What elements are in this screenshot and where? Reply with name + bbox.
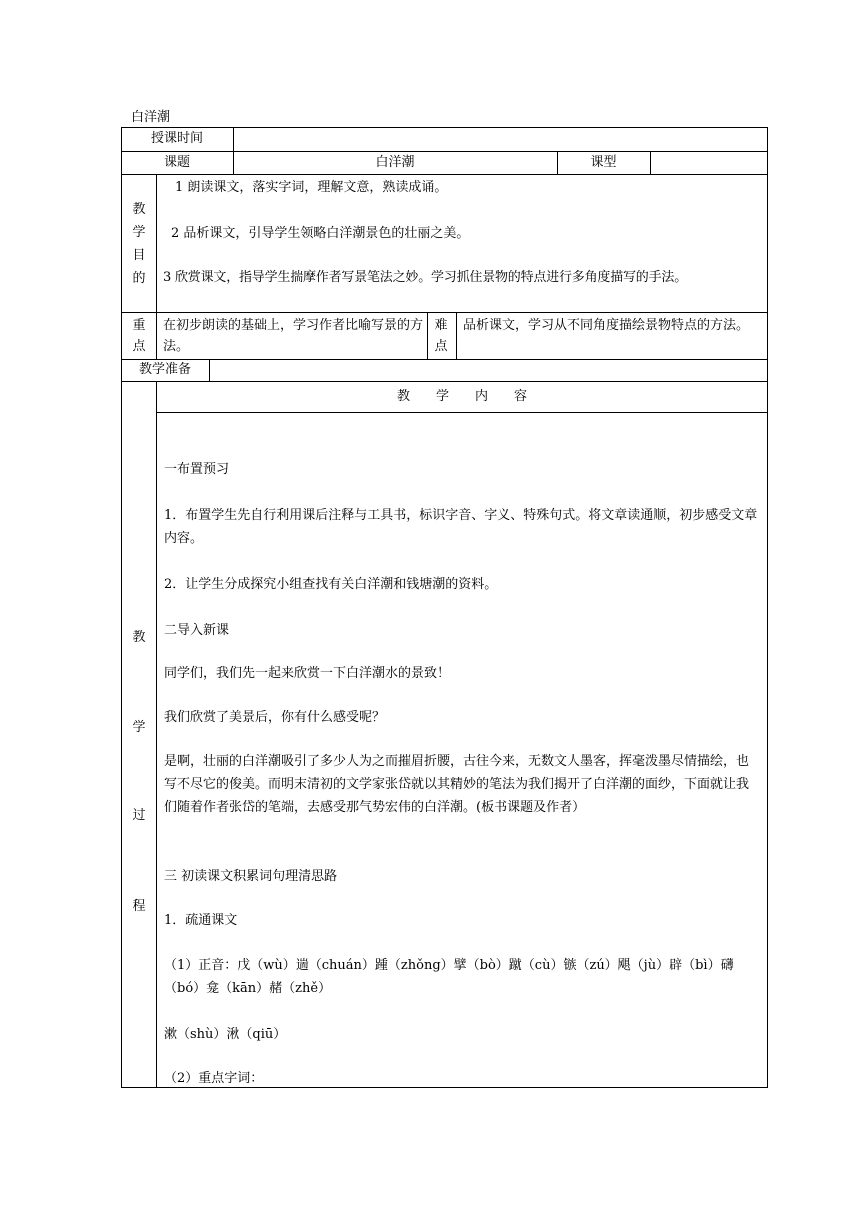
row-divider [121,381,768,382]
difficulty-label: 难 点 [434,318,448,354]
process-paragraph: 漱（shù）湫（qiū） [164,1027,287,1042]
process-paragraph: 1．疏通课文 [164,913,238,928]
col-divider [456,312,457,359]
topic-value: 白洋潮 [375,155,415,170]
col-divider [427,312,428,359]
row-divider [121,174,768,175]
type-label: 课型 [590,155,617,170]
col-divider [209,359,210,381]
time-label: 授课时间 [150,131,203,146]
process-paragraph: 我们欣赏了美景后，你有什么感受呢？ [164,710,386,725]
key-points-text: 在初步朗读的基础上，学习作者比喻写景的方法。 [163,318,424,354]
document-title: 白洋潮 [131,110,171,125]
process-label-char: 学 [132,720,146,735]
process-paragraph: 1．布置学生先自行利用课后注释与工具书，标识字音、字义、特殊句式。将文章读通顺，初步感受文章内容。 [164,508,758,546]
col-divider [650,151,651,174]
process-paragraph: （1）正音：戊（wù）遄（chuán）踵（zhǒng）擘（bò）蹴（cù）镞（zú）飓（jù）辟（bì）礴（bó）龛（kān）赭（zhě） [164,958,734,996]
difficulty-text: 品析课文，学习从不同角度描绘景物特点的方法。 [463,318,750,333]
process-paragraph: 三 初读课文积累词句理清思路 [164,869,338,884]
process-paragraph: 一布置预习 [164,462,230,477]
col-divider [156,174,157,359]
key-points-label: 重 点 [132,318,146,354]
col-divider [156,381,157,1088]
process-label-char: 过 [132,808,146,823]
row-divider [156,412,768,413]
process-paragraph: （2）重点字词： [164,1071,264,1086]
objective-item: 1 朗读课文，落实字词，理解文意，熟读成诵。 [175,180,448,195]
preparation-label: 教学准备 [138,362,191,377]
process-label-char: 程 [132,899,146,914]
objective-item: 2 品析课文，引导学生领略白洋潮景色的壮丽之美。 [171,226,470,241]
topic-label: 课题 [163,155,190,170]
process-paragraph: 同学们，我们先一起来欣赏一下白洋潮水的景致！ [164,666,451,681]
process-paragraph: 二导入新课 [164,623,230,638]
objectives-label: 教 学 目 的 [132,202,146,286]
row-divider [121,312,768,313]
row-divider [121,359,768,360]
process-paragraph: 2．让学生分成探究小组查找有关白洋潮和钱塘潮的资料。 [164,577,498,592]
row-divider [121,151,768,152]
process-paragraph: 是啊，壮丽的白洋潮吸引了多少人为之而摧眉折腰，古往今来，无数文人墨客，挥毫泼墨尽情描绘，也写不尽它的俊美。而明末清初的文学家张岱就以其精妙的笔法为我们揭开了白洋潮的面纱，下面就让我们随着作者张岱的笔端，去感受那气势宏伟的白洋潮。(板书课题及作者） [164,754,750,815]
process-label-char: 教 [132,630,146,645]
objective-item: 3 欣赏课文，指导学生揣摩作者写景笔法之妙。学习抓住景物的特点进行多角度描写的手法。 [163,270,688,285]
content-header: 教 学 内 容 [396,389,527,404]
